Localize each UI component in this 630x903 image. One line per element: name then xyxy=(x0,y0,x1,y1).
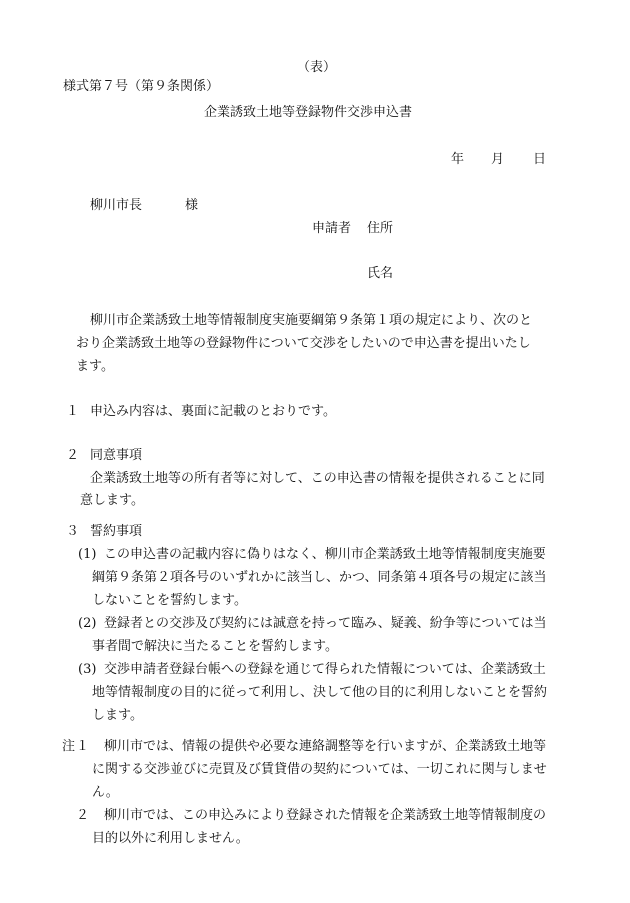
section2-heading: 同意事項 xyxy=(90,448,143,463)
note-line: 柳川市では、この申込みにより登録された情報を企業誘致土地等情報制度の xyxy=(104,808,547,823)
date-day-label: 日 xyxy=(533,152,547,167)
pledge-item-line: 交渉申請者登録台帳への登録を通じて得られた情報については、企業誘致土 xyxy=(104,662,546,677)
section2-line: 意します。 xyxy=(80,493,144,508)
form-number: 様式第７号（第９条関係） xyxy=(63,79,220,94)
side-label: （表） xyxy=(297,60,337,75)
pledge-item-number: (2) xyxy=(78,616,97,631)
pledge-item-line: しないことを誓約します。 xyxy=(92,593,247,608)
address-label: 住所 xyxy=(367,221,394,236)
intro-line: ます。 xyxy=(76,359,114,374)
addressee-honorific: 様 xyxy=(185,198,199,213)
note-line: ん。 xyxy=(92,785,119,800)
note-number: ２ xyxy=(76,808,90,823)
section2-number: ２ xyxy=(66,448,80,463)
note-line: 目的以外に利用しません。 xyxy=(92,831,249,846)
pledge-item-number: (1) xyxy=(78,547,97,562)
pledge-item-line: します。 xyxy=(92,708,143,723)
section2-line: 企業誘致土地等の所有者等に対して、この申込書の情報を提供されることに同 xyxy=(90,471,545,486)
section1-number: １ xyxy=(66,404,80,419)
intro-line: 柳川市企業誘致土地等情報制度実施要綱第９条第１項の規定により、次のと xyxy=(90,313,533,328)
pledge-item-line: 事者間で解決に当たることを誓約します。 xyxy=(92,639,338,654)
applicant-label: 申請者 xyxy=(312,221,352,236)
pledge-item-number: (3) xyxy=(78,662,97,677)
pledge-item-line: 綱第９条第２項各号のいずれかに該当し、かつ、同条第４項各号の規定に該当 xyxy=(92,570,547,585)
section3-heading: 誓約事項 xyxy=(90,524,143,539)
note-number: １ xyxy=(76,739,90,754)
pledge-item-line: 地等情報制度の目的に従って利用し、決して他の目的に利用しないことを誓約 xyxy=(92,685,548,700)
note-line: 柳川市では、情報の提供や必要な連絡調整等を行いますが、企業誘致土地等 xyxy=(104,739,547,754)
date-year-label: 年 xyxy=(451,152,465,167)
addressee-name: 柳川市長 xyxy=(90,198,143,213)
name-label: 氏名 xyxy=(367,266,394,281)
section3-number: ３ xyxy=(66,524,80,539)
note-line: に関する交渉並びに売買及び賃貸借の契約については、一切これに関与しませ xyxy=(92,762,547,777)
notes-label: 注 xyxy=(62,739,76,754)
document-title: 企業誘致土地等登録物件交渉申込書 xyxy=(204,105,413,120)
intro-line: おり企業誘致土地等の登録物件について交渉をしたいので申込書を提出いたし xyxy=(76,336,531,351)
section1-text: 申込み内容は、裏面に記載のとおりです。 xyxy=(90,404,336,419)
pledge-item-line: 登録者との交渉及び契約には誠意を持って臨み、疑義、紛争等については当 xyxy=(104,616,547,631)
date-month-label: 月 xyxy=(491,152,505,167)
pledge-item-line: この申込書の記載内容に偽りはなく、柳川市企業誘致土地等情報制度実施要 xyxy=(104,547,546,562)
